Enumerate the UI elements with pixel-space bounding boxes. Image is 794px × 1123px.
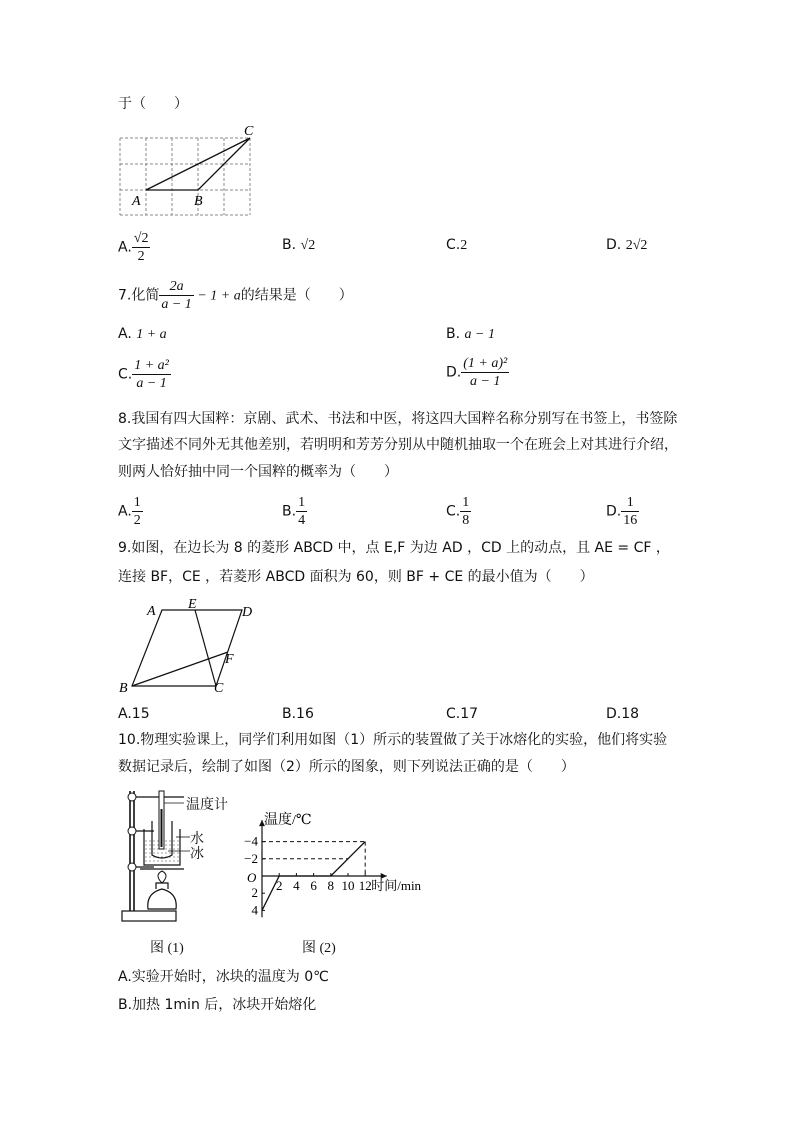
label-d: D <box>242 605 253 620</box>
q6-stem-tail: 于（ ） <box>118 96 188 112</box>
q6-grid-figure <box>118 124 258 220</box>
q7-option-a[interactable]: A. 1 + a <box>118 326 167 342</box>
label-b: B <box>119 681 128 696</box>
q10-option-b[interactable]: B.加热 1min 后，冰块开始熔化 <box>118 997 317 1013</box>
q10-line-2: 数据记录后，绘制了如图（2）所示的图象，则下列说法正确的是（ ） <box>118 759 575 775</box>
label-a: A <box>132 194 141 209</box>
figure-2-caption: 图 (2) <box>302 941 336 956</box>
q10-line-1: 10.物理实验课上，同学们利用如图（1）所示的装置做了关于冰熔化的实验，他们将实验 <box>118 732 668 748</box>
q7-option-b[interactable]: B. a − 1 <box>446 326 495 342</box>
x-tick-label: 10 <box>341 878 355 893</box>
y-tick-label: −4 <box>244 833 258 849</box>
label-c: C <box>214 681 224 696</box>
segment-ce <box>195 610 216 686</box>
y-axis-label: 温度/℃ <box>264 813 312 829</box>
q7-stem: 7.化简 $\frac{2a}{a - 1}$ − 1 + a的结果是（ ） <box>118 279 353 312</box>
y-tick-label: 4 <box>251 902 258 918</box>
q8-option-b[interactable]: B. $\frac{1}{4}$ <box>282 495 306 528</box>
q9-option-d[interactable]: D.18 <box>606 706 640 722</box>
label-a: A <box>147 604 156 619</box>
q8-line-1: 8.我国有四大国粹：京剧、武术、书法和中医，将这四大国粹名称分别写在书签上，书签除 <box>118 411 678 427</box>
x-tick-label: 4 <box>293 878 300 893</box>
q9-rhombus-figure <box>118 596 268 696</box>
label-water: 水 <box>190 831 204 847</box>
q9-option-a[interactable]: A.15 <box>118 706 150 722</box>
x-tick-label: 6 <box>310 878 317 893</box>
q6-option-c[interactable]: C.2 <box>446 237 468 253</box>
q6-option-b[interactable]: B. √2 <box>282 237 316 253</box>
q8-option-d[interactable]: D. $\frac{1}{16}$ <box>606 495 638 528</box>
y-tick-label: −2 <box>244 850 258 866</box>
figure-1-caption: 图 (1) <box>150 941 184 956</box>
q8-line-2: 文字描述不同外无其他差别，若明明和芳芳分别从中随机抽取一个在班会上对其进行介绍， <box>118 437 678 453</box>
x-tick-label: 12 <box>358 878 372 893</box>
q10-option-a[interactable]: A.实验开始时，冰块的温度为 0℃ <box>118 969 329 985</box>
q7-option-d[interactable]: D. $\frac{\text{(1 + a)²}}{a - 1}$ <box>446 356 508 389</box>
origin-label: O <box>247 870 257 885</box>
label-thermometer: 温度计 <box>186 797 228 813</box>
rhombus-abcd <box>132 610 242 686</box>
label-b: B <box>194 194 203 209</box>
q6-option-a[interactable]: A. $\frac{√2}{2}$ <box>118 231 149 264</box>
x-tick-label: 2 <box>275 878 283 893</box>
q9-option-b[interactable]: B.16 <box>282 706 314 722</box>
q10-temperature-chart <box>236 806 436 918</box>
q9-option-c[interactable]: C.17 <box>446 706 479 722</box>
x-tick-label: 8 <box>327 878 335 893</box>
label-f: F <box>225 652 234 667</box>
q9-line-1: 9.如图，在边长为 8 的菱形 ABCD 中，点 E,F 为边 AD ，CD 上的动点，且 AE = CF ， <box>118 540 670 556</box>
q8-option-c[interactable]: C. $\frac{1}{8}$ <box>446 495 470 528</box>
label-ice: 冰 <box>190 846 204 862</box>
q7-option-c[interactable]: C. $\frac{\text{1 + a²}}{a - 1}$ <box>118 358 169 391</box>
q8-option-a[interactable]: A. $\frac{1}{2}$ <box>118 495 141 528</box>
label-c: C <box>244 124 254 139</box>
label-e: E <box>188 597 197 612</box>
y-tick-label: 2 <box>251 885 258 901</box>
q9-line-2: 连接 BF，CE ，若菱形 ABCD 面积为 60，则 BF + CE 的最小值为（ ） <box>118 569 594 585</box>
q6-option-d[interactable]: D. 2√2 <box>606 237 648 253</box>
q8-line-3: 则两人恰好抽中同一个国粹的概率为（ ） <box>118 464 398 480</box>
x-axis-label: 时间/min <box>371 878 422 893</box>
